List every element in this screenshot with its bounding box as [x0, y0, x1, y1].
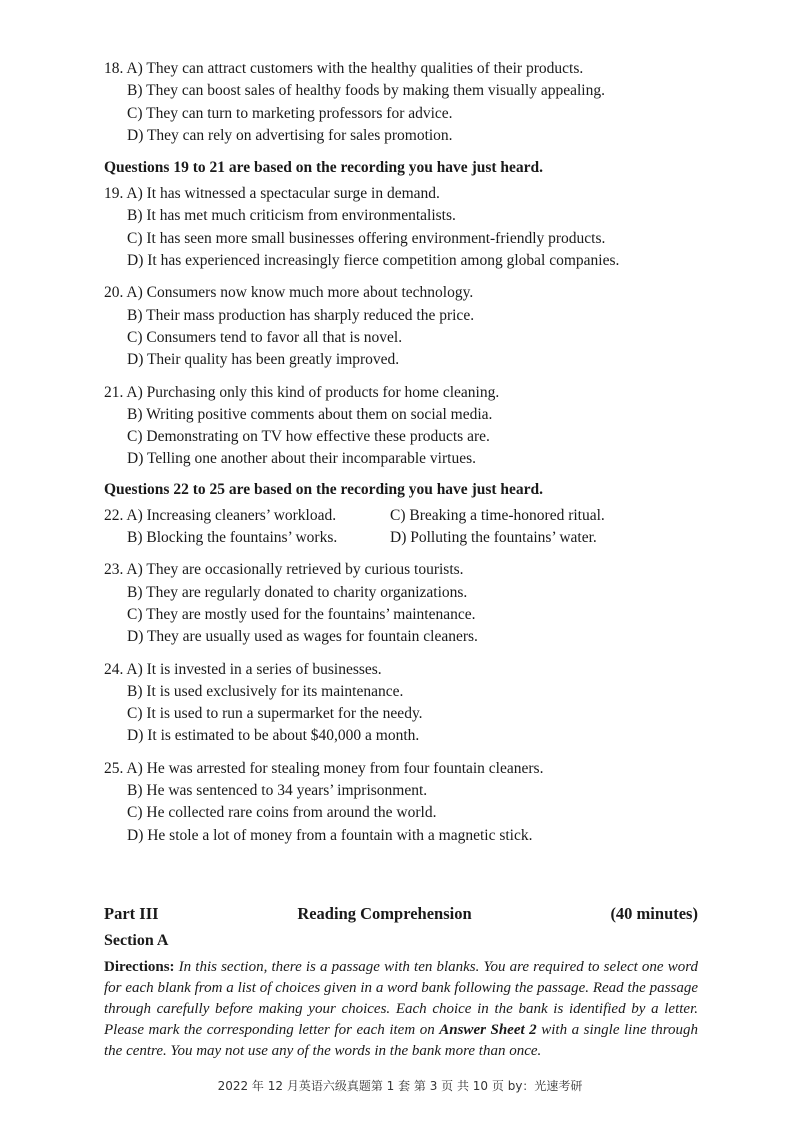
group-header-22-25: Questions 22 to 25 are based on the recording you have just heard. [104, 480, 544, 498]
q23-option-c: C) They are mostly used for the fountains’ maintenance. [127, 605, 476, 623]
directions-paragraph [104, 957, 698, 1062]
q20-option-d: D) Their quality has been greatly improved. [127, 351, 400, 369]
part-header [104, 904, 698, 924]
directions-label: Directions: [104, 959, 175, 975]
q23-option-b: B) They are regularly donated to charity organizations. [127, 583, 468, 601]
q22-option-b: B) Blocking the fountains’ works. [127, 529, 338, 547]
q19-option-c: C) It has seen more small businesses offering environment-friendly products. [127, 229, 606, 247]
q21-option-b: B) Writing positive comments about them on social media. [127, 405, 493, 423]
question-22 [104, 505, 698, 550]
q19-option-b: B) It has met much criticism from environmentalists. [127, 207, 456, 225]
q21-option-a: 21. A) Purchasing only this kind of products for home cleaning. [104, 383, 500, 401]
q22-option-a: 22. A) Increasing cleaners’ workload. [104, 506, 337, 524]
q20-option-b: B) Their mass production has sharply reduced the price. [127, 306, 475, 324]
q21-option-c: C) Demonstrating on TV how effective these products are. [127, 428, 490, 446]
directions-text-1: In this section, there is a passage with ten blanks. You are required to select one word for each blank from a list of choices given in a word bank following the passage. Read the passage through carefully before making your choices. Each choice in the bank is identified by a letter. Please mark the corresponding letter for each item on [104, 959, 698, 1038]
question-list [104, 58, 698, 857]
q18-option-a: 18. A) They can attract customers with the healthy qualities of their products. [104, 60, 584, 77]
question-20 [104, 282, 698, 371]
q21-option-d: D) Telling one another about their incomparable virtues. [127, 450, 476, 468]
q24-option-b: B) It is used exclusively for its maintenance. [127, 682, 404, 700]
directions-answer-sheet: Answer Sheet 2 [439, 1022, 537, 1038]
q22-option-c: C) Breaking a time-honored ritual. [390, 506, 605, 524]
q25-option-c: C) He collected rare coins from around the world. [127, 804, 437, 822]
page-footer: 2022 年 12 月英语六级真题第 1 套 第 3 页 共 10 页 by：光速考研 [217, 1079, 583, 1093]
q18-option-c: C) They can turn to marketing professors for advice. [127, 104, 453, 122]
q18-option-b: B) They can boost sales of healthy foods by making them visually appealing. [127, 82, 605, 100]
question-21 [104, 382, 698, 471]
directions-text-2: with a single line through the centre. You may not use any of the words in the bank more than once. [104, 1022, 698, 1059]
part-title: Reading Comprehension [297, 904, 472, 923]
part-label: Part III [104, 904, 159, 923]
question-23 [104, 559, 698, 648]
q22-option-d: D) Polluting the fountains’ water. [390, 529, 597, 547]
question-24 [104, 659, 698, 748]
q23-option-d: D) They are usually used as wages for fountain cleaners. [127, 628, 478, 646]
q18-option-d: D) They can rely on advertising for sales promotion. [127, 126, 453, 144]
part-time: (40 minutes) [610, 904, 698, 923]
q19-option-d: D) It has experienced increasingly fierce competition among global companies. [127, 252, 620, 270]
q25-option-a: 25. A) He was arrested for stealing money from four fountain cleaners. [104, 759, 544, 777]
question-19 [104, 183, 698, 272]
q20-option-c: C) Consumers tend to favor all that is novel. [127, 328, 403, 346]
section-title: Section A [104, 932, 169, 949]
q24-option-d: D) It is estimated to be about $40,000 a month. [127, 727, 420, 745]
q23-option-a: 23. A) They are occasionally retrieved by curious tourists. [104, 561, 464, 579]
q24-option-a: 24. A) It is invested in a series of businesses. [104, 660, 382, 678]
q25-option-d: D) He stole a lot of money from a fountain with a magnetic stick. [127, 826, 533, 844]
group-header-19-21: Questions 19 to 21 are based on the recording you have just heard. [104, 159, 544, 177]
question-18 [104, 58, 698, 147]
q19-option-a: 19. A) It has witnessed a spectacular surge in demand. [104, 185, 440, 203]
question-25 [104, 758, 698, 847]
q24-option-c: C) It is used to run a supermarket for the needy. [127, 705, 423, 723]
q20-option-a: 20. A) Consumers now know much more about technology. [104, 284, 474, 302]
q25-option-b: B) He was sentenced to 34 years’ imprisonment. [127, 782, 428, 800]
